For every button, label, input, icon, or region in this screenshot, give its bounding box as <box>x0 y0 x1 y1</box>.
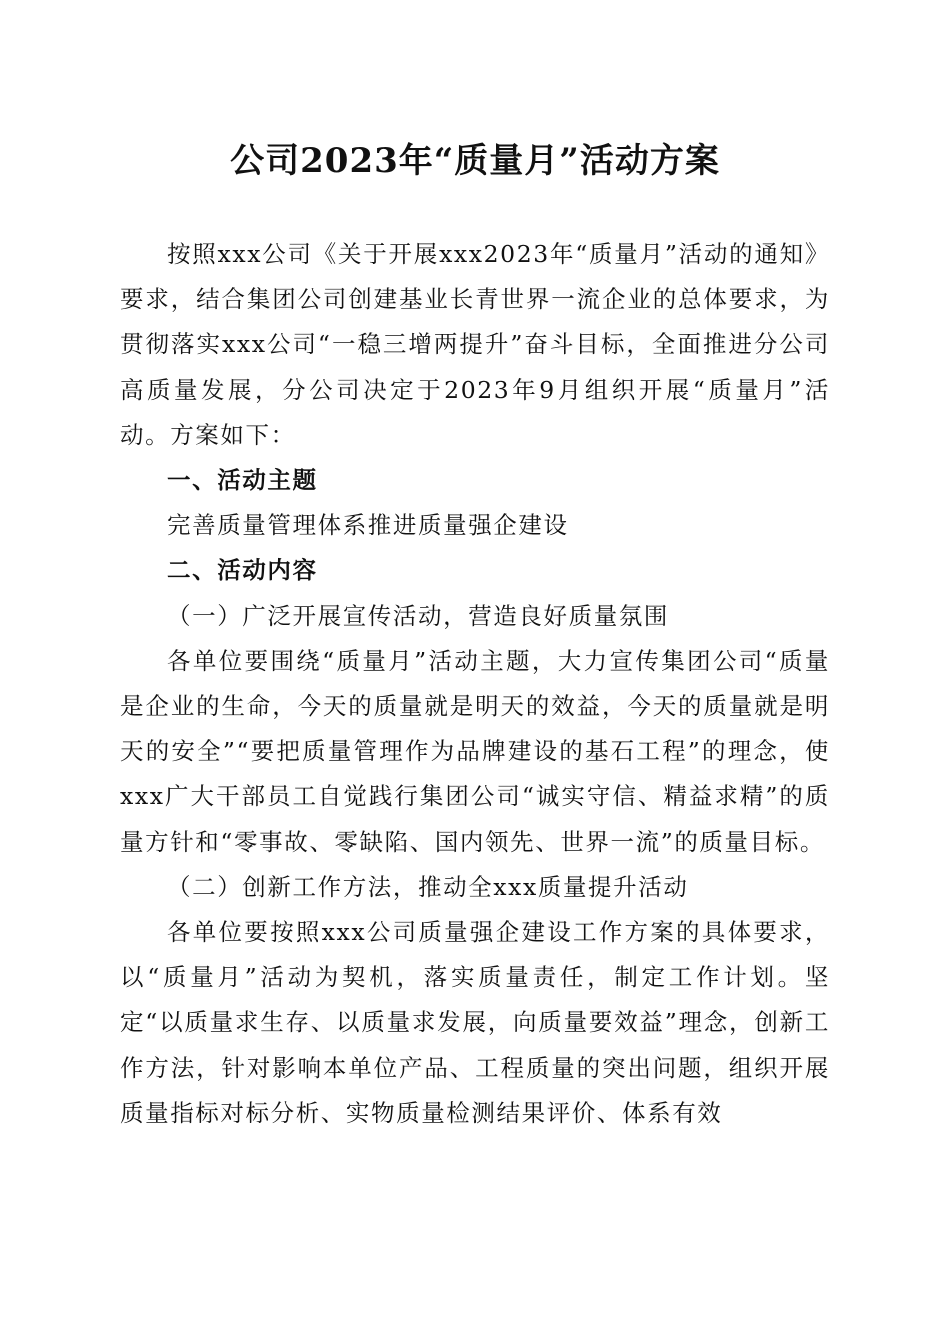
subsection-heading-innovation: （二）创新工作方法，推动全xxx质量提升活动 <box>167 872 689 901</box>
document-title: 公司2023年“质量月”活动方案 <box>230 141 720 181</box>
publicity-paragraph: 各单位要围绕“质量月”活动主题，大力宣传集团公司“质量是企业的生命，今天的质量就是明天的效益，今天的质量就是明天的安全”“要把质量管理作为品牌建设的基石工程”的理念，使xxx广大干部员工自觉践行集团公司“诚实守信、精益求精”的质量方针和“零事故、零缺陷、国内领先、世界一流”的质量目标。 <box>120 646 830 856</box>
section-heading-content: 二、活动内容 <box>167 556 318 585</box>
subsection-heading-publicity: （一）广泛开展宣传活动，营造良好质量氛围 <box>167 601 669 630</box>
document-body <box>120 232 830 1136</box>
theme-paragraph: 完善质量管理体系推进质量强企建设 <box>167 511 569 540</box>
section-heading-theme: 一、活动主题 <box>167 466 318 495</box>
intro-paragraph: 按照xxx公司《关于开展xxx2023年“质量月”活动的通知》要求，结合集团公司创建基业长青世界一流企业的总体要求，为贯彻落实xxx公司“一稳三增两提升”奋斗目标，全面推进分公司高质量发展，分公司决定于2023年9月组织开展“质量月”活动。方案如下： <box>120 240 830 449</box>
innovation-paragraph: 各单位要按照xxx公司质量强企建设工作方案的具体要求，以“质量月”活动为契机，落实质量责任，制定工作计划。坚定“以质量求生存、以质量求发展，向质量要效益”理念，创新工作方法，针对影响本单位产品、工程质量的突出问题，组织开展质量指标对标分析、实物质量检测结果评价、体系有效 <box>120 918 830 1127</box>
